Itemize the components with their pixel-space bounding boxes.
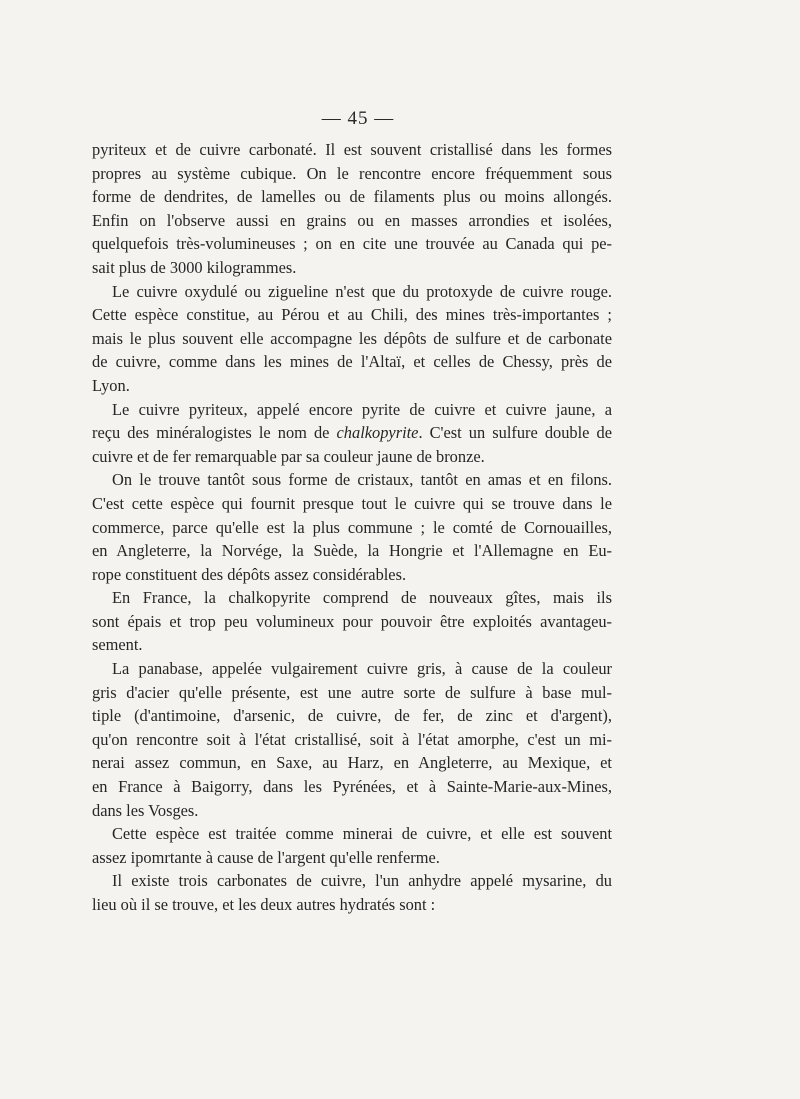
text-line: quelquefois très-volumineuses ; on en cite une trouvée au Canada qui pe- xyxy=(92,234,612,254)
text-line: Cette espèce est traitée comme minerai de cuivre, et elle est souvent xyxy=(112,824,612,844)
text-line: rope constituent des dépôts assez considérables. xyxy=(92,564,407,584)
text-line: Enfin on l'observe aussi en grains ou en masses arrondies et isolées, xyxy=(92,210,612,230)
text-line: C'est cette espèce qui fournit presque tout le cuivre qui se trouve dans le xyxy=(92,493,612,513)
text-line: dans les Vosges. xyxy=(92,800,199,820)
text-line: commerce, parce qu'elle est la plus commune ; le comté de Cornouailles, xyxy=(92,517,612,537)
text-line: Cette espèce constitue, au Pérou et au Chili, des mines très-importantes ; xyxy=(92,305,612,325)
text-line: mais le plus souvent elle accompagne les dépôts de sulfure et de carbonate xyxy=(92,328,612,348)
paragraph-5 xyxy=(92,586,612,657)
text-line: sait plus de 3000 kilogrammes. xyxy=(92,257,297,277)
paragraph-3 xyxy=(92,398,612,469)
text-line: pyriteux et de cuivre carbonaté. Il est souvent cristallisé dans les formes xyxy=(92,140,612,159)
paragraph-8 xyxy=(92,869,612,916)
paragraph-7 xyxy=(92,822,612,869)
text-line: nerai assez commun, en Saxe, au Harz, en Angleterre, au Mexique, et xyxy=(92,753,612,773)
text-line: Lyon. xyxy=(92,375,130,395)
text-fragment: reçu des minéralogistes le nom de xyxy=(92,423,337,443)
text-line: sont épais et trop peu volumineux pour pouvoir être exploités avantageu- xyxy=(92,611,612,631)
text-line: sement. xyxy=(92,635,143,655)
italic-term: chalkopyrite xyxy=(336,423,419,443)
text-fragment: . C'est un sulfure double de xyxy=(418,423,612,443)
text-line: propres au système cubique. On le rencontre encore fréquemment sous xyxy=(92,163,612,183)
body-text xyxy=(92,138,612,917)
text-line: cuivre et de fer remarquable par sa couleur jaune de bronze. xyxy=(92,446,485,466)
paragraph-2 xyxy=(92,280,612,398)
text-line: forme de dendrites, de lamelles ou de filaments plus ou moins allongés. xyxy=(92,187,612,207)
page-number: — 45 — xyxy=(321,108,395,129)
text-line: En France, la chalkopyrite comprend de nouveaux gîtes, mais ils xyxy=(112,588,612,608)
text-line: On le trouve tantôt sous forme de cristaux, tantôt en amas et en filons. xyxy=(112,470,612,490)
text-line: de cuivre, comme dans les mines de l'Altaï, et celles de Chessy, près de xyxy=(92,352,612,372)
text-line: Le cuivre oxydulé ou zigueline n'est que du protoxyde de cuivre rouge. xyxy=(112,281,612,301)
paragraph-1 xyxy=(92,138,612,280)
text-line: Il existe trois carbonates de cuivre, l'un anhydre appelé mysarine, du xyxy=(112,871,612,891)
paragraph-6 xyxy=(92,657,612,822)
text-line: gris d'acier qu'elle présente, est une autre sorte de sulfure à base mul- xyxy=(92,682,612,702)
text-line: lieu où il se trouve, et les deux autres hydratés sont : xyxy=(92,895,436,914)
text-line-with-italic xyxy=(92,421,612,445)
text-line: en France à Baigorry, dans les Pyrénées, et à Sainte-Marie-aux-Mines, xyxy=(92,777,612,797)
text-line: tiple (d'antimoine, d'arsenic, de cuivre, de fer, de zinc et d'argent), xyxy=(92,706,612,726)
text-line: Le cuivre pyriteux, appelé encore pyrite de cuivre et cuivre jaune, a xyxy=(112,399,612,419)
paragraph-4 xyxy=(92,468,612,586)
text-line: en Angleterre, la Norvége, la Suède, la Hongrie et l'Allemagne en Eu- xyxy=(92,541,612,561)
text-line: La panabase, appelée vulgairement cuivre gris, à cause de la couleur xyxy=(112,659,612,679)
text-line: assez ipomrtante à cause de l'argent qu'elle renferme. xyxy=(92,847,440,867)
text-line: qu'on rencontre soit à l'état cristallisé, soit à l'état amorphe, c'est un mi- xyxy=(92,729,612,749)
